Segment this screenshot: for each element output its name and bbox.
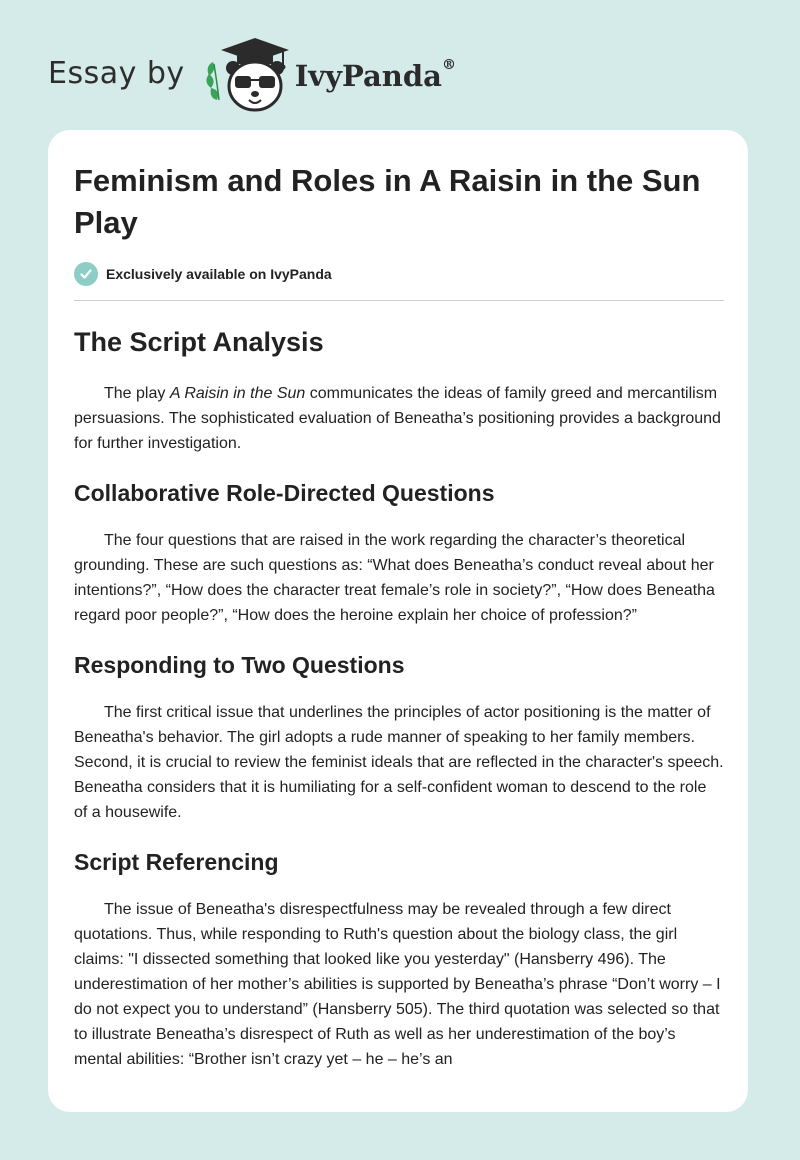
site-header [48,34,456,114]
essay-by-label: Essay by [48,55,185,91]
badge-label: Exclusively available on IvyPanda [106,266,332,282]
script-referencing-paragraph: The issue of Beneatha's disrespectfulness may be revealed through a few direct quotations. Thus, while responding to Ruth's question about the biology class, the girl claims: "I dissected something that looked like you yesterday" (Hansberry 496). The underestimation of her mother’s abilities is supported by Beneatha’s phrase “Don’t worry – I do not expect you to understand” (Hansberry 505). The third quotation was selected so that to illustrate Beneatha’s disrespect of Ruth as well as her underestimation of the boy’s mental abilities: “Brother isn’t crazy yet – he – he’s an [74,901,721,1068]
responding-paragraph: The first critical issue that underlines the principles of actor positioning is the matter of Beneatha's behavior. The girl adopts a rude manner of speaking to her family members. Second, it is crucial to review the feminist ideals that are reflected in the character's speech. Beneatha considers that it is humiliating for a self-confident woman to descend to the role of a housewife. [74,704,724,821]
checkmark-icon [74,262,98,286]
page-title: Feminism and Roles in A Raisin in the Sun Play [74,163,701,240]
section-heading-collaborative-questions: Collaborative Role-Directed Questions [74,480,495,506]
section-heading-script-analysis: The Script Analysis [74,327,324,357]
section-heading-script-referencing: Script Referencing [74,849,279,875]
section-heading-responding: Responding to Two Questions [74,652,405,678]
collaborative-questions-paragraph: The four questions that are raised in the work regarding the character’s theoretical grounding. These are such questions as: “What does Beneatha’s conduct reveal about her intentions?”, “How does the character treat female’s role in society?”, “How does Beneatha regard poor people?”, “How does the heroine explain her choice of profession?” [74,532,715,624]
divider [74,300,724,301]
essay-card [48,130,748,1112]
brand-name[interactable]: IvyPanda® [294,57,456,93]
essay-content [74,160,724,1072]
intro-paragraph: The play A Raisin in the Sun communicates the ideas of family greed and mercantilism persuasions. The sophisticated evaluation of Beneatha’s positioning provides a background for further investigation. [74,385,721,452]
ivypanda-logo-icon[interactable] [203,34,291,114]
exclusive-badge [74,262,724,286]
